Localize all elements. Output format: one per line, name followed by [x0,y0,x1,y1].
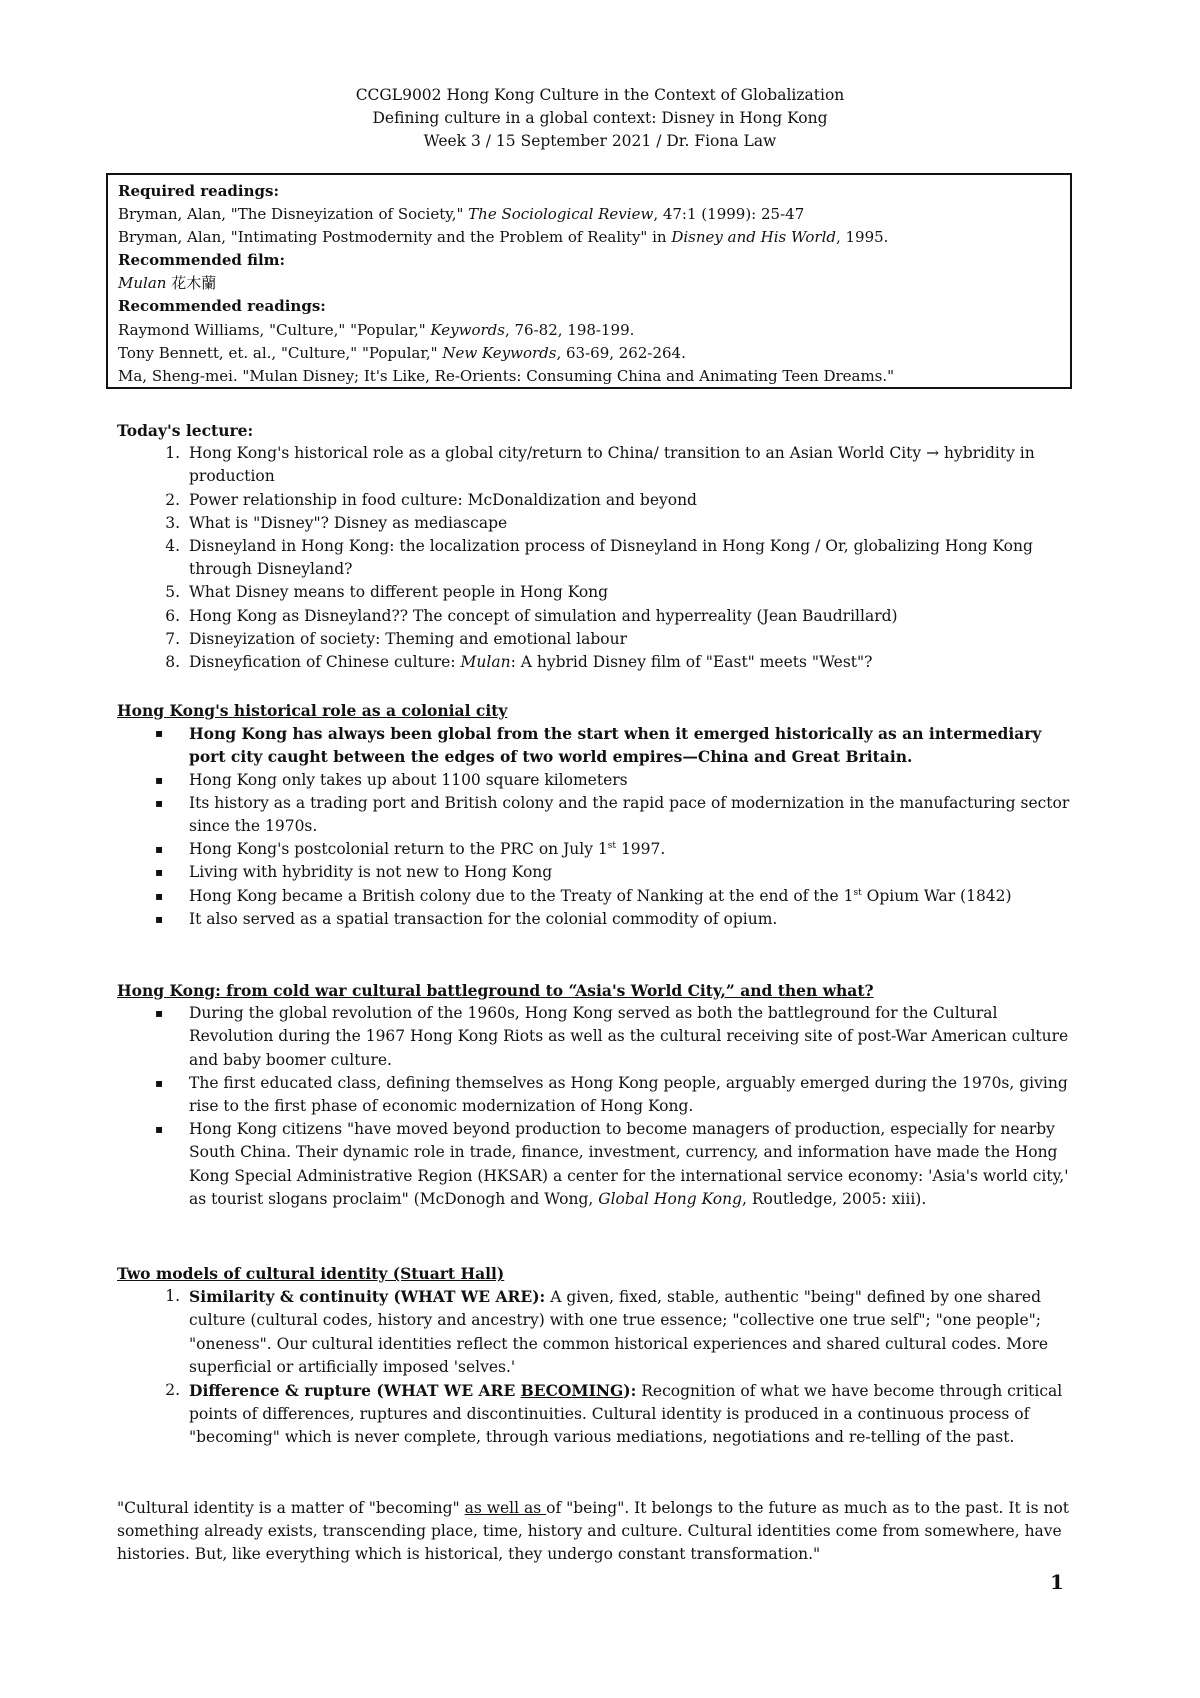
colonial-section [117,699,1077,931]
section-title: Two models of cultural identity (Stuart Hall) [117,1264,505,1283]
bullet-icon: ▪ [155,888,164,903]
list-item: ▪ Hong Kong only takes up about 1100 square kilometers [117,769,1077,792]
list-item: ▪ During the global revolution of the 1960s, Hong Kong served as both the battleground for the Cultural Revolution during the 1967 Hong Kong Riots as well as the cultural receiving site of post-War American culture and baby boomer culture. [155,1004,1069,1069]
list-item: 2. Difference & rupture (WHAT WE ARE BECOMING): Recognition of what we have become through critical points of differences, ruptures and discontinuities. Cultural identity is produced in a continuous process of "becoming" which is never complete, through various mediations, negotiations and re-telling of the past. [165,1381,1063,1447]
list-item: ▪ Hong Kong citizens "have moved beyond production to become managers of production, especially for nearby South China. Their dynamic role in trade, finance, investment, currency, and information have made the Hong Kong Special Administrative Region (HKSAR) a center for the international service economy: 'Asia's world city,' as tourist slogans proclaim" (McDonogh and Wong, Global Hong Kong, Routledge, 2005: xiii). [155,1120,1069,1208]
bullet-icon: ▪ [155,865,164,880]
list-item: 1. Similarity & continuity (WHAT WE ARE): A given, fixed, stable, authentic "being" defined by one shared culture (cultural codes, history and ancestry) with one true essence; "collective one true self"; "one people"; "oneness". Our cultural identities reflect the common historical experiences and shared cultural codes. More superficial or artificially imposed 'selves.' [165,1287,1049,1376]
lecture-topic: Defining culture in a global context: Disney in Hong Kong [372,109,828,127]
recommended-reading: Tony Bennett, et. al., "Culture," "Popular," New Keywords, 63-69, 262-264. [118,343,686,362]
lecture-outline [117,419,1077,674]
recommended-reading: Ma, Sheng-mei. "Mulan Disney; It's Like, Re-Orients: Consuming China and Animating Teen Dreams." [118,366,895,385]
list-item: 4. Disneyland in Hong Kong: the localization process of Disneyland in Hong Kong / Or, globalizing Hong Kong through Disneyland? [165,537,1033,579]
bullet-icon: ▪ [155,1075,164,1090]
list-item: 8. Disneyfication of Chinese culture: Mulan: A hybrid Disney film of "East" meets "West"? [165,653,873,672]
list-item: ▪ Its history as a trading port and British colony and the rapid pace of modernization in the manufacturing sector since the 1970s. [155,793,1070,836]
list-item: ▪ Hong Kong has always been global from the start when it emerged historically as an intermediary port city caught between the edges of two world empires—China and Great Britain. [155,724,1042,767]
lecture-date: Week 3 / 15 September 2021 / Dr. Fiona Law [423,132,777,150]
bullet-icon: ▪ [155,1122,164,1137]
list-item: 1. Hong Kong's historical role as a global city/return to China/ transition to an Asian World City → hybridity in production [165,444,1035,486]
list-item: 5. What Disney means to different people in Hong Kong [165,583,609,602]
required-reading: Bryman, Alan, "Intimating Postmodernity and the Problem of Reality" in Disney and His World, 1995. [118,228,889,247]
list-item: 3. What is "Disney"? Disney as mediascape [165,513,508,532]
bullet-icon: ▪ [155,1006,164,1021]
recommended-film-label: Recommended film: [118,251,286,270]
list-item: ▪ Living with hybridity is not new to Hong Kong [117,861,1077,884]
list-item: ▪ It also served as a spatial transaction for the colonial commodity of opium. [117,908,1077,931]
required-readings-label: Required readings: [118,182,279,200]
list-item: ▪ Hong Kong became a British colony due to the Treaty of Nanking at the end of the 1st Opium War (1842) [117,885,1077,908]
hall-list [117,1285,1077,1449]
bullet-icon: ▪ [155,842,164,857]
bullet-icon: ▪ [155,726,164,741]
coldwar-list [117,1002,1077,1211]
required-reading: Bryman, Alan, "The Disneyization of Society," The Sociological Review, 47:1 (1999): 25-47 [118,205,805,224]
list-item: 2. Power relationship in food culture: McDonaldization and beyond [165,490,697,509]
list-item: 7. Disneyization of society: Theming and emotional labour [165,629,627,648]
hall-section [117,1262,1077,1450]
coldwar-section [117,979,1077,1211]
hall-quote: "Cultural identity is a matter of "becoming" as well as of "being". It belongs to the future as much as to the past. It is not something already exists, transcending place, time, history and culture. Cultural identities come from somewhere, have histories. But, like everything which is historical, they undergo constant transformation." [117,1499,1070,1564]
list-item: ▪ The first educated class, defining themselves as Hong Kong people, arguably emerged during the 1970s, giving rise to the first phase of economic modernization of Hong Kong. [155,1073,1068,1116]
list-item: ▪ Hong Kong's postcolonial return to the PRC on July 1st 1997. [117,838,1077,861]
bullet-icon: ▪ [155,911,164,926]
section-title: Hong Kong's historical role as a colonial city [117,701,508,720]
list-item: 6. Hong Kong as Disneyland?? The concept of simulation and hyperreality (Jean Baudrillard) [165,606,898,625]
bullet-icon: ▪ [155,795,164,810]
bullet-icon: ▪ [155,772,164,787]
recommended-readings-label: Recommended readings: [118,297,326,316]
lecture-list [117,442,1077,674]
course-title: CCGL9002 Hong Kong Culture in the Context of Globalization [355,86,845,104]
colonial-list [117,722,1077,931]
document-header [0,84,1200,153]
section-title: Hong Kong: from cold war cultural battleground to “Asia's World City,” and then what? [117,981,874,1000]
section-title: Today's lecture: [117,421,254,440]
readings-box [106,173,1072,389]
recommended-film: Mulan 花木蘭 [118,274,217,293]
page-number: 1 [1050,1570,1064,1594]
recommended-reading: Raymond Williams, "Culture," "Popular," Keywords, 76-82, 198-199. [118,320,635,339]
